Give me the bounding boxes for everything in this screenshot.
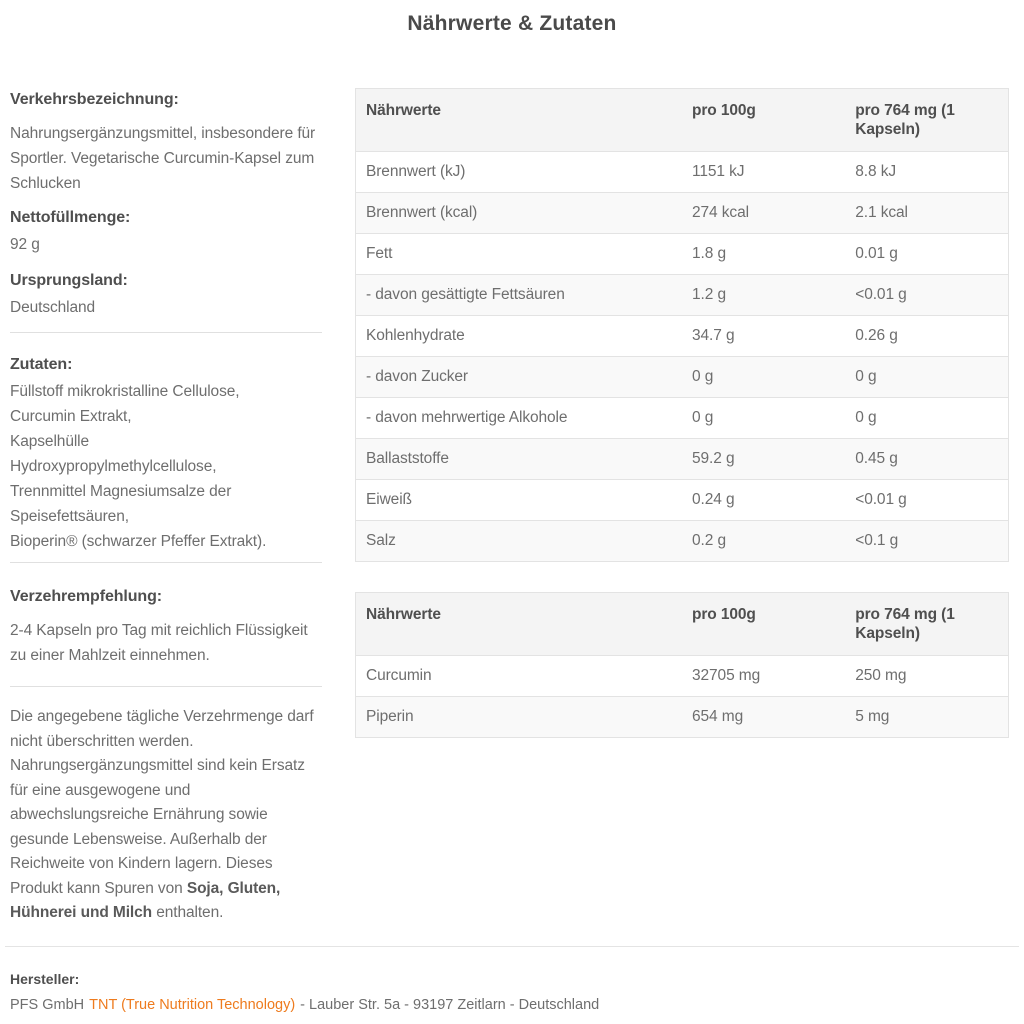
table-row [356,357,1009,398]
verzehrempfehlung-text: 2-4 Kapseln pro Tag mit reichlich Flüssigkeit zu einer Mahlzeit einnehmen. [10,622,308,664]
nutrient-value-cell: 0.24 g [682,480,845,521]
table-row [356,521,1009,562]
table-row [356,193,1009,234]
table-row [356,275,1009,316]
nutrient-value-cell: 59.2 g [682,439,845,480]
nutrient-name-cell: Ballaststoffe [356,439,683,480]
verkehrsbezeichnung-label: Verkehrsbezeichnung: [10,91,179,108]
zutaten-text: Füllstoff mikrokristalline Cellulose, Curcumin Extrakt, Kapselhülle Hydroxypropylmethylcellulose, Trennmittel Magnesiumsalze der Speisefettsäuren, Bioperin® (schwarzer Pfeffer Extrakt). [10,383,267,550]
table-header-row [356,593,1009,656]
nutrient-value-cell: 250 mg [845,656,1008,697]
table-row [356,480,1009,521]
product-details-column [10,88,322,926]
content-columns [0,88,1024,926]
nutrient-value-cell: 654 mg [682,697,845,738]
nutrient-value-cell: 8.8 kJ [845,152,1008,193]
nutrient-name-cell: - davon Zucker [356,357,683,398]
column-header: pro 100g [682,593,845,656]
section-divider [10,332,322,333]
hinweis-text: Die angegebene tägliche Verzehrmenge darf nicht überschritten werden. Nahrungsergänzungsmittel sind kein Ersatz für eine ausgewogene und abwechslungsreiche Ernährung sowie gesunde Lebensweise. Außerhalb der Reichweite von Kindern lagern. Dieses Produkt kann Spuren von [10,708,314,897]
column-header: pro 764 mg (1 Kapseln) [845,593,1008,656]
nutrient-value-cell: 274 kcal [682,193,845,234]
nutrient-name-cell: Brennwert (kJ) [356,152,683,193]
nutrient-name-cell: - davon mehrwertige Alkohole [356,398,683,439]
nutrient-value-cell: <0.1 g [845,521,1008,562]
zutaten-label: Zutaten: [10,356,73,373]
nutrient-name-cell: Brennwert (kcal) [356,193,683,234]
column-header: pro 764 mg (1 Kapseln) [845,89,1008,152]
nutrient-value-cell: 1.8 g [682,234,845,275]
nutrient-value-cell: 0.26 g [845,316,1008,357]
nutrient-value-cell: 0.01 g [845,234,1008,275]
table-row [356,316,1009,357]
table-row [356,697,1009,738]
zutaten-section [10,353,322,554]
verzehrempfehlung-label: Verzehrempfehlung: [10,588,163,605]
table-row [356,439,1009,480]
page-title: Nährwerte & Zutaten [407,12,617,35]
table-row [356,234,1009,275]
manufacturer-address-line [10,993,1014,1017]
nutrient-name-cell: - davon gesättigte Fettsäuren [356,275,683,316]
column-header: Nährwerte [356,89,683,152]
verkehrsbezeichnung-text: Nahrungsergänzungsmittel, insbesondere für Sportler. Vegetarische Curcumin-Kapsel zum Schlucken [10,125,316,192]
nutrient-name-cell: Curcumin [356,656,683,697]
nutrient-value-cell: 2.1 kcal [845,193,1008,234]
verzehrempfehlung-section [10,585,322,668]
nutrient-value-cell: <0.01 g [845,480,1008,521]
manufacturer-name: PFS GmbH [10,996,85,1013]
manufacturer-address: - Lauber Str. 5a - 93197 Zeitlarn - Deutschland [296,996,600,1013]
nettofuellmenge-label: Nettofüllmenge: [10,209,131,226]
nutrient-value-cell: <0.01 g [845,275,1008,316]
nutrient-value-cell: 1151 kJ [682,152,845,193]
hinweis-paragraph [10,705,322,926]
nutrient-name-cell: Fett [356,234,683,275]
table-row [356,398,1009,439]
ursprungsland-value: Deutschland [10,299,96,316]
ursprungsland-section [10,269,322,320]
nutrient-value-cell: 1.2 g [682,275,845,316]
allergen-bold-text: Soja, Gluten, Hühnerei und Milch [10,879,281,921]
verkehrsbezeichnung-section [10,88,322,196]
table-row [356,656,1009,697]
nettofuellmenge-section [10,206,322,257]
footer-divider [5,946,1019,947]
brand-link[interactable]: TNT (True Nutrition Technology) [89,996,296,1013]
table-row [356,152,1009,193]
column-header: pro 100g [682,89,845,152]
nutrition-tables-column [355,88,1009,926]
nutrient-value-cell: 5 mg [845,697,1008,738]
nutrient-value-cell: 34.7 g [682,316,845,357]
ursprungsland-label: Ursprungsland: [10,272,128,289]
nutrient-name-cell: Piperin [356,697,683,738]
nutrient-value-cell: 0 g [682,398,845,439]
manufacturer-section [0,967,1024,1017]
hersteller-label: Hersteller: [10,970,80,987]
nutrition-table-main [355,88,1009,562]
nutrition-table-actives [355,592,1009,738]
nutrient-value-cell: 0 g [845,398,1008,439]
table-header-row [356,89,1009,152]
section-divider [10,686,322,687]
column-header: Nährwerte [356,593,683,656]
nutrient-value-cell: 0.45 g [845,439,1008,480]
nutrient-name-cell: Eiweiß [356,480,683,521]
nutrient-name-cell: Kohlenhydrate [356,316,683,357]
nutrient-value-cell: 32705 mg [682,656,845,697]
nutrient-value-cell: 0 g [682,357,845,398]
hinweis-text: enthalten. [152,904,224,921]
nutrient-value-cell: 0.2 g [682,521,845,562]
nettofuellmenge-value: 92 g [10,236,40,253]
section-divider [10,562,322,563]
nutrient-name-cell: Salz [356,521,683,562]
nutrient-value-cell: 0 g [845,357,1008,398]
